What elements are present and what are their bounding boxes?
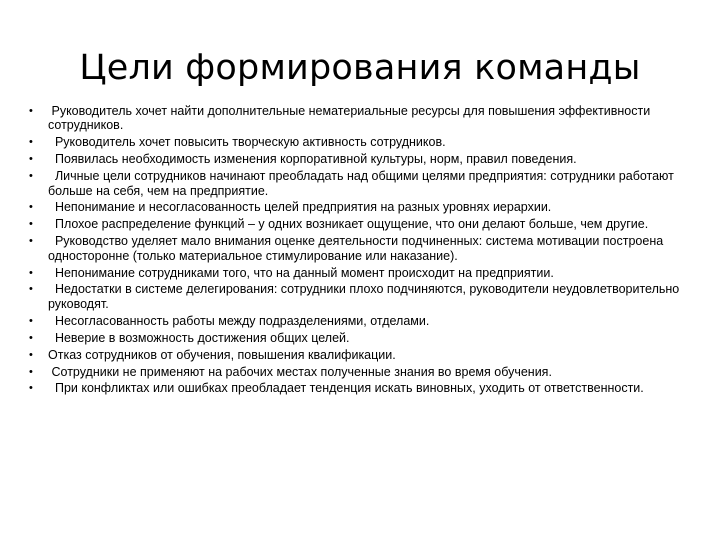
list-item: [20, 104, 700, 133]
bullet-icon: •: [29, 153, 33, 166]
list-item-text: Руководитель хочет найти дополнительные нематериальные ресурсы для повышения эффективности сотрудников.: [48, 104, 654, 133]
list-item-text: Плохое распределение функций – у одних возникает ощущение, что они делают больше, чем другие.: [48, 217, 649, 232]
list-item: [20, 282, 700, 311]
bullet-icon: •: [29, 105, 33, 117]
bullet-icon: •: [29, 218, 33, 231]
list-item: [20, 169, 700, 198]
list-item-text: Несогласованность работы между подразделениями, отделами.: [48, 313, 430, 328]
bullet-icon: •: [29, 170, 33, 183]
bullet-icon: •: [29, 283, 33, 296]
list-item-text: Руководство уделяет мало внимания оценке деятельности подчиненных: система мотивации построена односторонне (только материальное стимулирование или наказание).: [48, 234, 667, 263]
list-item: [20, 365, 700, 379]
list-item: [20, 314, 700, 328]
list-item-text: Непонимание и несогласованность целей предприятия на разных уровнях иерархии.: [48, 200, 552, 215]
list-item: [20, 135, 700, 149]
bullet-icon: •: [29, 314, 33, 327]
list-item-text: Недостатки в системе делегирования: сотрудники плохо подчиняются, руководители неудовлетворительно руководят.: [48, 282, 683, 311]
list-item-text: Личные цели сотрудников начинают преобладать над общими целями предприятия: сотрудники работают больше на себя, чем на предприятие.: [48, 169, 678, 198]
list-item-text: Непонимание сотрудниками того, что на данный момент происходит на предприятии.: [48, 265, 554, 280]
list-item: [20, 217, 700, 231]
bullet-icon: •: [29, 235, 33, 248]
list-item-text: Сотрудники не применяют на рабочих местах полученные знания во время обучения.: [48, 364, 552, 379]
list-item: [20, 348, 700, 362]
list-item-text: Появилась необходимость изменения корпоративной культуры, норм, правил поведения.: [48, 152, 577, 167]
bullet-icon: •: [29, 136, 33, 149]
list-item: [20, 331, 700, 345]
list-item: [20, 234, 700, 263]
list-item-text: Отказ сотрудников от обучения, повышения квалификации.: [48, 347, 396, 362]
bullet-icon: •: [29, 201, 33, 214]
list-item-text: Неверие в возможность достижения общих целей.: [48, 330, 350, 345]
list-item: [20, 152, 700, 166]
list-item-text: Руководитель хочет повысить творческую активность сотрудников.: [48, 135, 446, 150]
list-item: [20, 266, 700, 280]
bullet-icon: •: [29, 331, 33, 344]
bullet-icon: •: [29, 348, 33, 361]
bullet-icon: •: [29, 266, 33, 279]
bullet-icon: •: [29, 382, 33, 395]
bullet-icon: •: [29, 365, 33, 378]
list-item: [20, 381, 700, 395]
bullet-list: [20, 104, 700, 398]
list-item-text: При конфликтах или ошибках преобладает тенденция искать виновных, уходить от ответственности.: [48, 381, 644, 396]
slide-title: Цели формирования команды: [79, 48, 641, 88]
list-item: [20, 200, 700, 214]
